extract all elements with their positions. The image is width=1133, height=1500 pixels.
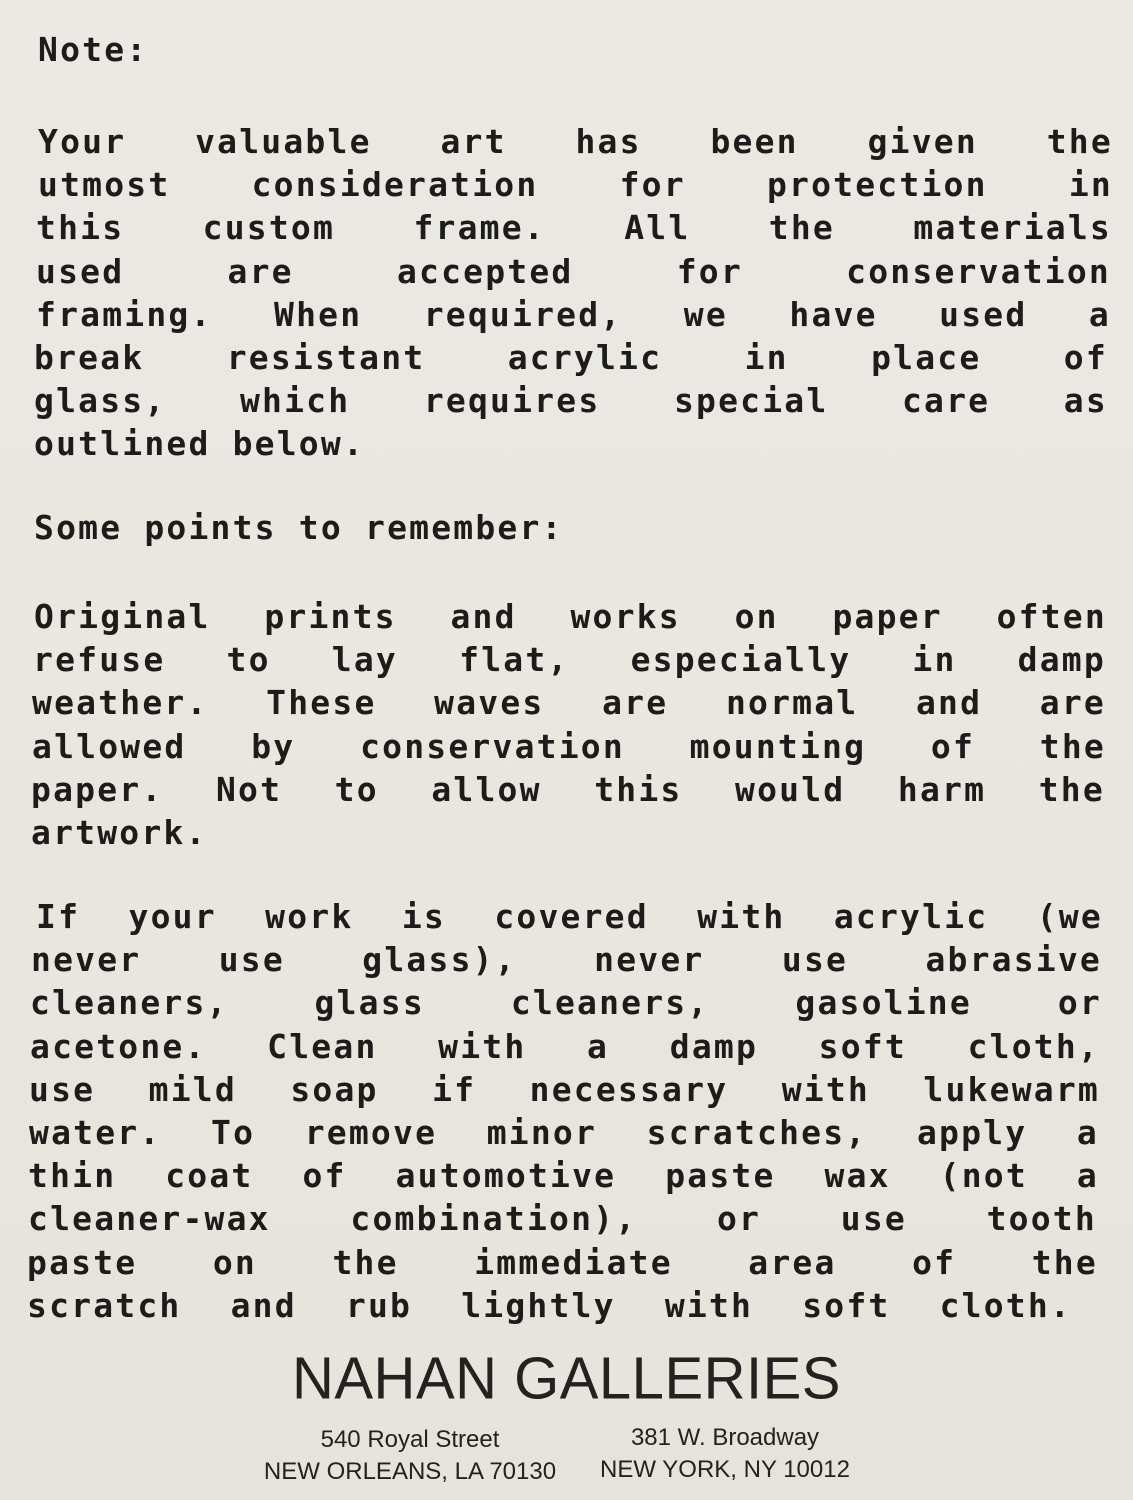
word: mounting [689, 727, 867, 766]
word: Clean [267, 1027, 378, 1066]
word: paste [665, 1156, 776, 1195]
word: conservation [846, 252, 1111, 291]
word: normal [725, 683, 859, 722]
word: with [697, 897, 786, 936]
word: coat [165, 1156, 254, 1195]
word: a [1076, 1113, 1099, 1152]
word: protection [766, 165, 988, 204]
word: remove [304, 1113, 438, 1152]
word: art [440, 122, 507, 161]
word: the [1038, 770, 1105, 809]
text-line [34, 506, 564, 550]
word: place [871, 338, 982, 377]
word: use [781, 940, 849, 979]
word: flat, [459, 640, 570, 679]
word: soap [290, 1070, 379, 1109]
word: apply [916, 1113, 1028, 1152]
word: often [996, 597, 1107, 636]
gallery-name: NAHAN GALLERIES [291, 1345, 841, 1412]
word: are [227, 252, 294, 291]
word: utmost [38, 165, 171, 204]
word: area [748, 1243, 837, 1282]
word: Some points to remember: [34, 508, 564, 547]
word: been [710, 122, 799, 161]
word: and [450, 597, 517, 636]
word: scratch [27, 1286, 182, 1325]
word: accepted [396, 252, 574, 291]
word: To [211, 1113, 256, 1152]
word: necessary [529, 1070, 729, 1109]
word: paper [832, 597, 943, 636]
text-line [34, 336, 1108, 380]
word: Original [34, 597, 211, 636]
word: in [744, 338, 789, 377]
text-line [34, 379, 1108, 423]
word: required, [423, 295, 623, 334]
word: damp [669, 1027, 759, 1066]
word: are [602, 683, 669, 722]
new-york-address [580, 1422, 870, 1486]
word: refuse [33, 640, 166, 679]
word: conservation [360, 727, 625, 766]
word: soft [818, 1027, 907, 1066]
text-line [29, 1111, 1099, 1155]
word: rub [345, 1286, 413, 1325]
new-orleans-street: 540 Royal Street [320, 1426, 500, 1453]
word: glass, [34, 381, 167, 420]
word: paper. [31, 770, 164, 809]
word: acetone. [30, 1027, 207, 1066]
word: soft [802, 1286, 891, 1325]
word: water. [29, 1113, 162, 1152]
word: of [1063, 338, 1108, 377]
word: thin [28, 1156, 117, 1195]
word: of [912, 1243, 957, 1282]
word: a [1088, 295, 1111, 334]
word: or [1057, 983, 1102, 1022]
text-line [31, 938, 1102, 982]
word: for [619, 165, 686, 204]
word: artwork. [31, 813, 208, 852]
word: of [302, 1156, 347, 1195]
text-line [28, 1154, 1099, 1198]
word: mild [148, 1070, 237, 1109]
word: resistant [226, 338, 426, 377]
text-line [28, 1197, 1097, 1241]
word: These [266, 683, 377, 722]
word: use [840, 1199, 907, 1238]
word: with [438, 1027, 527, 1066]
text-line [32, 725, 1106, 769]
word: framing. [36, 295, 213, 334]
text-line [36, 293, 1111, 337]
word: given [867, 122, 978, 161]
word: in [1068, 165, 1113, 204]
word: paste [27, 1243, 138, 1282]
word: especially [630, 640, 852, 679]
word: this [36, 208, 125, 247]
word: the [768, 208, 835, 247]
word: works [570, 597, 681, 636]
word: cleaners, [510, 983, 710, 1022]
new-york-street: 381 W. Broadway [630, 1424, 820, 1451]
text-line [36, 895, 1103, 939]
word: waves [434, 683, 545, 722]
word: by [251, 727, 296, 766]
word: allow [431, 770, 542, 809]
word: consideration [251, 165, 539, 204]
word: to [226, 640, 271, 679]
word: on [212, 1243, 257, 1282]
word: lay [331, 640, 398, 679]
word: lukewarm [923, 1070, 1100, 1109]
word: your [128, 897, 217, 936]
word: cloth. [939, 1286, 1072, 1325]
word: a [587, 1027, 610, 1066]
word: if [432, 1070, 477, 1109]
word: acrylic [507, 338, 663, 377]
word: damp [1017, 640, 1106, 679]
text-line [36, 250, 1111, 294]
word: harm [897, 770, 987, 809]
text-line [38, 120, 1113, 164]
word: If [36, 897, 81, 936]
word: with [664, 1286, 754, 1325]
word: the [332, 1243, 399, 1282]
word: weather. [32, 683, 209, 722]
word: is [401, 897, 446, 936]
note-heading: Note: [38, 30, 149, 69]
word: scratches, [646, 1113, 868, 1152]
word: on [734, 597, 779, 636]
word: or [716, 1199, 762, 1238]
word: lightly [461, 1286, 616, 1325]
text-line [33, 638, 1106, 682]
word: When [274, 295, 363, 334]
text-line [29, 1068, 1100, 1112]
word: glass [314, 983, 425, 1022]
word: All [624, 208, 691, 247]
word: work [265, 897, 354, 936]
word: with [781, 1070, 870, 1109]
text-line [34, 422, 365, 466]
word: a [1076, 1156, 1099, 1195]
word: cleaner-wax [28, 1199, 271, 1238]
word: allowed [32, 727, 187, 766]
word: automotive [395, 1156, 617, 1195]
text-line [27, 1284, 1072, 1328]
word: used [36, 252, 125, 291]
word: immediate [474, 1243, 673, 1282]
text-line [30, 981, 1102, 1025]
word: cleaners, [30, 983, 229, 1022]
text-line [31, 811, 208, 855]
word: which [239, 381, 351, 420]
text-line [34, 595, 1107, 639]
word: outlined below. [34, 424, 366, 463]
text-line [38, 163, 1113, 207]
word: combination), [350, 1199, 638, 1238]
word: the [1031, 1243, 1098, 1282]
word: we [683, 295, 728, 334]
word: materials [913, 208, 1112, 247]
word: frame. [413, 208, 546, 247]
word: would [735, 770, 846, 809]
word: requires [423, 381, 601, 420]
text-line [36, 206, 1112, 250]
word: has [575, 122, 642, 161]
word: of [930, 727, 976, 766]
new-york-city: NEW YORK, NY 10012 [600, 1456, 850, 1483]
word: the [1039, 727, 1106, 766]
word: the [1046, 122, 1113, 161]
word: are [1039, 683, 1106, 722]
word: cloth, [967, 1027, 1100, 1066]
new-orleans-city: NEW ORLEANS, LA 70130 [263, 1458, 557, 1485]
word: prints [264, 597, 397, 636]
new-orleans-address [240, 1424, 580, 1488]
word: as [1063, 381, 1108, 420]
word: valuable [195, 122, 372, 161]
word: use [29, 1070, 96, 1109]
word: acrylic [833, 897, 989, 936]
word: special [673, 381, 829, 420]
word: (not [939, 1156, 1028, 1195]
word: custom [202, 208, 336, 247]
word: covered [494, 897, 649, 936]
word: to [334, 770, 379, 809]
word: in [912, 640, 957, 679]
word: care [901, 381, 991, 420]
word: this [594, 770, 683, 809]
word: abrasive [925, 940, 1102, 979]
word: use [218, 940, 285, 979]
word: used [939, 295, 1028, 334]
word: Not [215, 770, 283, 809]
word: gasoline [795, 983, 972, 1022]
text-line [31, 768, 1105, 812]
text-line [27, 1241, 1098, 1285]
word: glass), [362, 940, 517, 979]
word: minor [486, 1113, 598, 1152]
word: and [230, 1286, 297, 1325]
word: Your [38, 122, 127, 161]
text-line [32, 681, 1106, 725]
word: never [31, 940, 142, 979]
word: for [676, 252, 743, 291]
word: (we [1036, 897, 1103, 936]
word: never [594, 940, 705, 979]
text-line [30, 1025, 1100, 1069]
word: and [915, 683, 983, 722]
word: have [789, 295, 878, 334]
word: break [34, 338, 145, 377]
word: tooth [986, 1199, 1097, 1238]
word: wax [824, 1156, 891, 1195]
